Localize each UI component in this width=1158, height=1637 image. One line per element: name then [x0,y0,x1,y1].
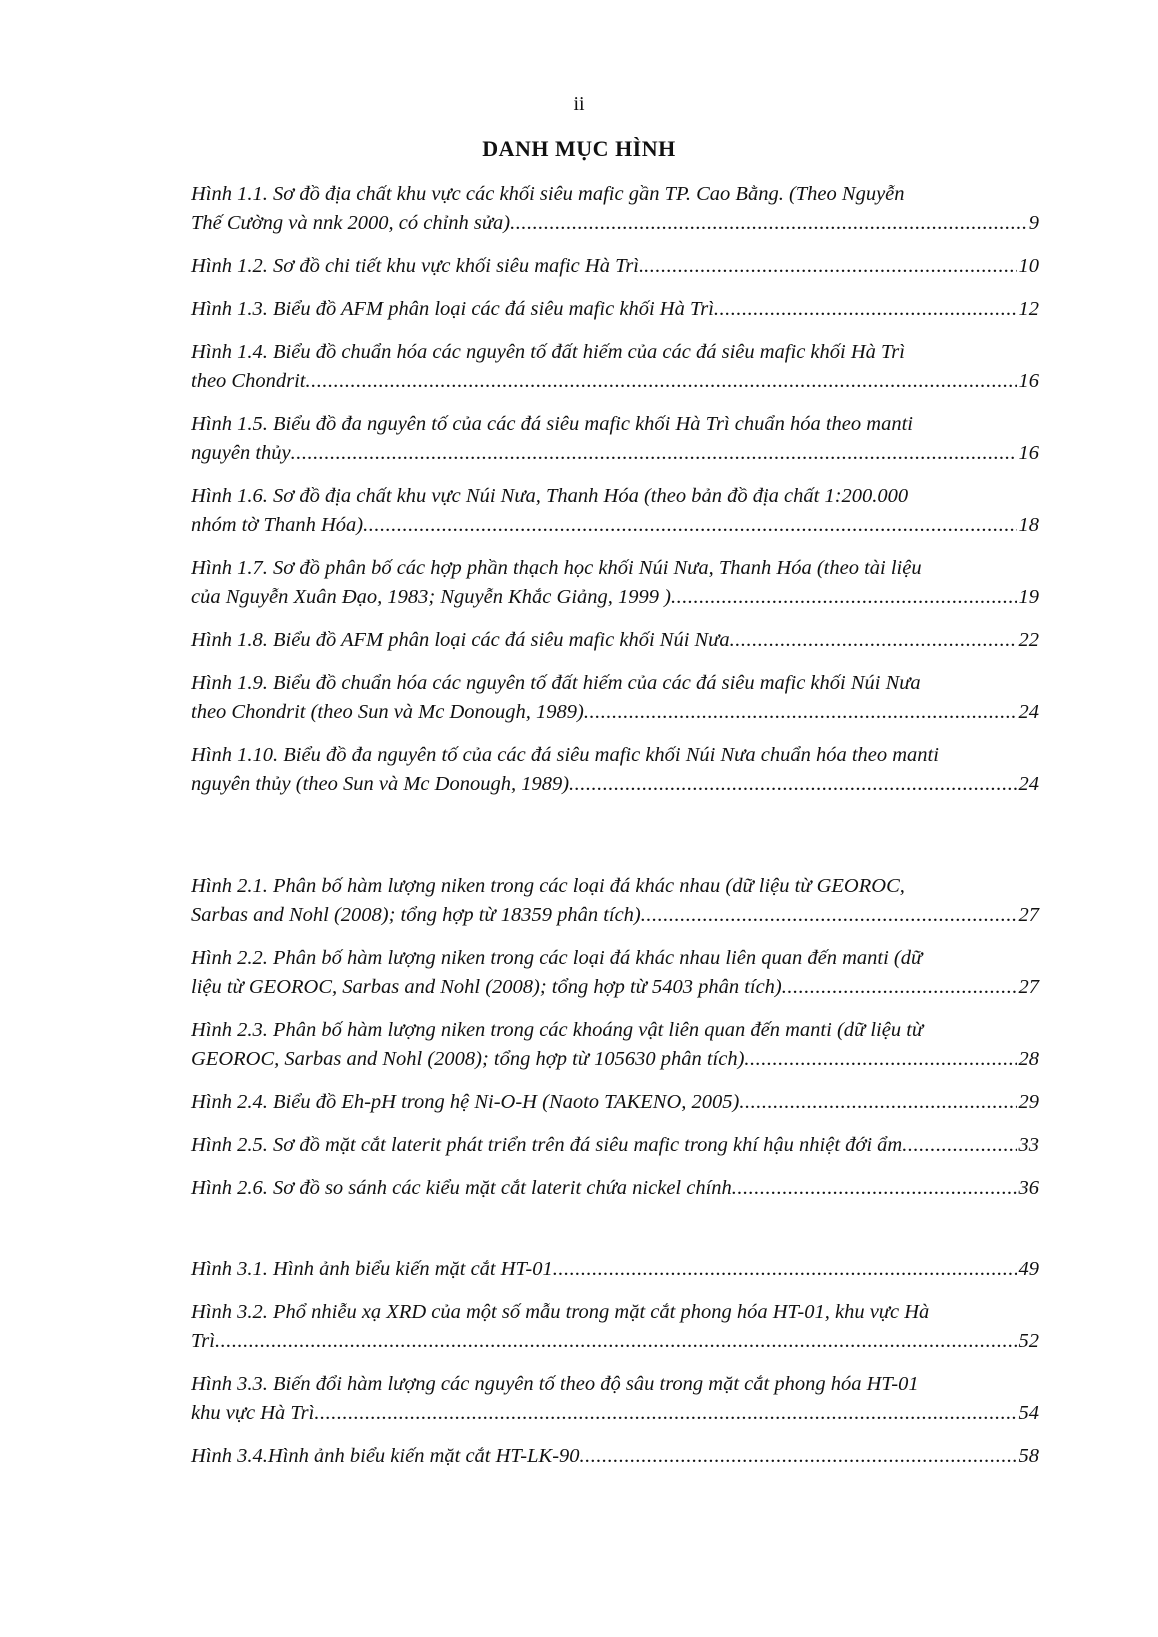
page-title: DANH MỤC HÌNH [482,136,676,161]
toc-entry[interactable] [191,669,1039,727]
toc-entry-last-line [191,901,1039,930]
toc-page-number: 24 [1018,701,1039,723]
toc-entry-last-line [191,209,1039,238]
toc-entry-title: Thế Cường và nnk 2000, có chỉnh sửa) [191,212,511,234]
toc-section-2 [191,872,1039,1217]
toc-page-number: 27 [1018,904,1039,926]
toc-entry-last-line [191,367,1039,396]
toc-page-number: 10 [1018,255,1039,277]
toc-entry-title: Hình 2.5. Sơ đồ mặt cắt laterit phát triển trên đá siêu mafic trong khí hậu nhiệt đới ẩm [191,1134,903,1156]
dot-leader [584,698,1017,727]
dot-leader [291,439,1017,468]
toc-entry-title-line: Hình 1.1. Sơ đồ địa chất khu vực các khối siêu mafic gần TP. Cao Bằng. (Theo Nguyễn [191,183,905,205]
dot-leader [714,295,1017,324]
dot-leader [902,1131,1016,1160]
toc-entry-title: Hình 3.1. Hình ảnh biểu kiến mặt cắt HT-01 [191,1258,553,1280]
toc-entry[interactable] [191,1131,1039,1160]
toc-entry-title: Trì [191,1330,215,1352]
toc-entry-last-line [191,973,1039,1002]
toc-entry[interactable] [191,1370,1039,1428]
toc-entry[interactable] [191,338,1039,396]
toc-page-number: 24 [1018,773,1039,795]
dot-leader [305,367,1016,396]
dot-leader [569,770,1016,799]
toc-entry-last-line [191,1045,1039,1074]
toc-page-number: 12 [1018,298,1039,320]
toc-entry-last-line [191,1442,1039,1471]
toc-entry[interactable] [191,1298,1039,1356]
toc-entry[interactable] [191,482,1039,540]
dot-leader [641,901,1017,930]
toc-entry-title: theo Chondrit [191,370,306,392]
toc-entry-title: Hình 1.2. Sơ đồ chi tiết khu vực khối siêu mafic Hà Trì. [191,255,645,277]
toc-page-number: 22 [1018,629,1039,651]
toc-entry[interactable] [191,1174,1039,1203]
toc-entry-last-line [191,770,1039,799]
dot-leader [363,511,1016,540]
toc-page-number: 33 [1018,1134,1039,1156]
toc-entry-title: Sarbas and Nohl (2008); tổng hợp từ 18359 phân tích) [191,904,641,926]
toc-entry-title-line: Hình 2.3. Phân bố hàm lượng niken trong các khoáng vật liên quan đến manti (dữ liệu từ [191,1019,924,1041]
toc-entry-last-line [191,252,1039,281]
toc-entry-last-line [191,698,1039,727]
dot-leader [553,1255,1017,1284]
toc-entry-last-line [191,1327,1039,1356]
toc-entry-title: Hình 1.3. Biểu đồ AFM phân loại các đá siêu mafic khối Hà Trì [191,298,714,320]
dot-leader [215,1327,1017,1356]
page-number: ii [573,93,585,115]
toc-page-number: 18 [1018,514,1039,536]
toc-entry-title-line: Hình 2.1. Phân bố hàm lượng niken trong các loại đá khác nhau (dữ liệu từ GEOROC, [191,875,905,897]
toc-page-number: 27 [1018,976,1039,998]
dot-leader [739,1088,1016,1117]
toc-entry[interactable] [191,554,1039,612]
toc-entry[interactable] [191,1016,1039,1074]
dot-leader [732,1174,1017,1203]
toc-entry[interactable] [191,944,1039,1002]
toc-entry-title: nguyên thủy (theo Sun và Mc Donough, 1989) [191,773,570,795]
toc-entry-title-line: Hình 1.6. Sơ đồ địa chất khu vực Núi Nưa, Thanh Hóa (theo bản đồ địa chất 1:200.000 [191,485,909,507]
toc-page-number: 29 [1018,1091,1039,1113]
toc-page-number: 9 [1028,212,1039,234]
toc-entry-title-line: Hình 2.2. Phân bố hàm lượng niken trong các loại đá khác nhau liên quan đến manti (dữ [191,947,923,969]
dot-leader [510,209,1027,238]
toc-page-number: 16 [1018,370,1039,392]
toc-entry[interactable] [191,626,1039,655]
toc-entry-last-line [191,1255,1039,1284]
toc-page-number: 58 [1018,1445,1039,1467]
toc-section-3 [191,1255,1039,1485]
toc-entry-last-line [191,626,1039,655]
toc-entry-title-line: Hình 3.3. Biến đổi hàm lượng các nguyên tố theo độ sâu trong mặt cắt phong hóa HT-01 [191,1373,919,1395]
toc-entry[interactable] [191,872,1039,930]
toc-entry-last-line [191,439,1039,468]
dot-leader [730,626,1017,655]
toc-entry[interactable] [191,1442,1039,1471]
toc-entry-title: Hình 2.6. Sơ đồ so sánh các kiểu mặt cắt laterit chứa nickel chính [191,1177,732,1199]
toc-entry-title-line: Hình 1.4. Biểu đồ chuẩn hóa các nguyên tố đất hiếm của các đá siêu mafic khối Hà Trì [191,341,905,363]
toc-entry-title: của Nguyễn Xuân Đạo, 1983; Nguyễn Khắc Giảng, 1999 ) [191,586,671,608]
toc-entry[interactable] [191,180,1039,238]
toc-entry-title: Hình 2.4. Biểu đồ Eh-pH trong hệ Ni-O-H (Naoto TAKENO, 2005) [191,1091,740,1113]
toc-entry[interactable] [191,1255,1039,1284]
toc-entry-last-line [191,511,1039,540]
toc-entry-title: liệu từ GEOROC, Sarbas and Nohl (2008); tổng hợp từ 5403 phân tích) [191,976,782,998]
dot-leader [671,583,1017,612]
toc-entry-title: Hình 3.4.Hình ảnh biểu kiến mặt cắt HT-LK-90 [191,1445,580,1467]
toc-entry-last-line [191,583,1039,612]
dot-leader [744,1045,1016,1074]
toc-page-number: 36 [1018,1177,1039,1199]
toc-entry[interactable] [191,295,1039,324]
dot-leader [580,1442,1017,1471]
toc-entry-title: GEOROC, Sarbas and Nohl (2008); tổng hợp từ 105630 phân tích) [191,1048,745,1070]
toc-entry-title: theo Chondrit (theo Sun và Mc Donough, 1989) [191,701,584,723]
toc-entry-last-line [191,1399,1039,1428]
toc-entry[interactable] [191,252,1039,281]
toc-entry-title: khu vực Hà Trì [191,1402,315,1424]
toc-page-number: 28 [1018,1048,1039,1070]
toc-entry-title-line: Hình 1.7. Sơ đồ phân bố các hợp phần thạch học khối Núi Nưa, Thanh Hóa (theo tài liệu [191,557,922,579]
toc-entry-title-line: Hình 3.2. Phổ nhiễu xạ XRD của một số mẫu trong mặt cắt phong hóa HT-01, khu vực Hà [191,1301,930,1323]
toc-page-number: 52 [1018,1330,1039,1352]
toc-page-number: 49 [1018,1258,1039,1280]
toc-entry-title-line: Hình 1.5. Biểu đồ đa nguyên tố của các đá siêu mafic khối Hà Trì chuẩn hóa theo manti [191,413,913,435]
toc-entry-title-line: Hình 1.9. Biểu đồ chuẩn hóa các nguyên tố đất hiếm của các đá siêu mafic khối Núi Nưa [191,672,921,694]
toc-entry-last-line [191,1088,1039,1117]
toc-page-number: 16 [1018,442,1039,464]
toc-entry-last-line [191,1131,1039,1160]
toc-entry[interactable] [191,741,1039,799]
toc-entry-title-line: Hình 1.10. Biểu đồ đa nguyên tố của các đá siêu mafic khối Núi Nưa chuẩn hóa theo manti [191,744,939,766]
toc-entry-title: Hình 1.8. Biểu đồ AFM phân loại các đá siêu mafic khối Núi Nưa [191,629,730,651]
dot-leader [314,1399,1016,1428]
toc-entry-last-line [191,295,1039,324]
toc-entry-title: nguyên thủy [191,442,291,464]
toc-page-number: 19 [1018,586,1039,608]
toc-entry-title: nhóm tờ Thanh Hóa) [191,514,364,536]
dot-leader [782,973,1017,1002]
dot-leader [644,252,1016,281]
toc-section-1 [191,180,1039,813]
toc-entry[interactable] [191,1088,1039,1117]
toc-entry[interactable] [191,410,1039,468]
toc-entry-last-line [191,1174,1039,1203]
toc-page-number: 54 [1018,1402,1039,1424]
